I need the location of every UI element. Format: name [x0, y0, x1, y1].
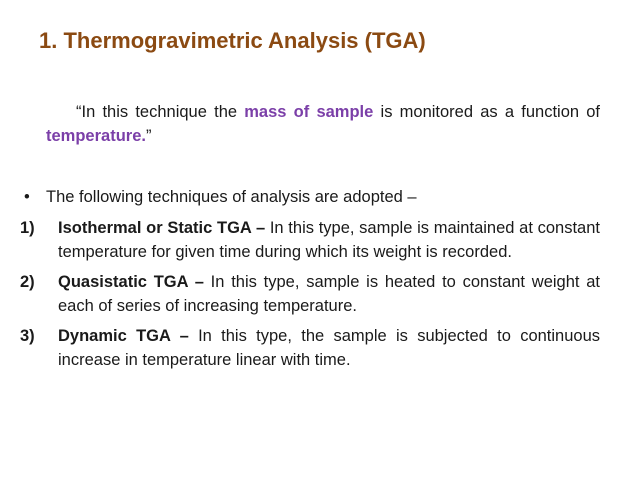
item-body	[58, 324, 600, 372]
quote-highlight-mass: mass of sample	[244, 103, 374, 121]
item-term: Quasistatic TGA –	[58, 273, 204, 291]
item-term: Dynamic TGA –	[58, 327, 189, 345]
quote-middle-text: is monitored as a function of	[373, 103, 601, 121]
definition-quote	[46, 100, 600, 148]
item-number: 1)	[20, 219, 35, 237]
item-text: In this type, the sample is subjected to continuous increase in temperature linear with time.	[58, 327, 601, 369]
quote-highlight-temperature: temperature.	[46, 127, 146, 145]
item-body	[58, 216, 600, 264]
item-body	[58, 270, 600, 318]
slide-title: 1. Thermogravimetric Analysis (TGA)	[39, 28, 426, 53]
quote-open-text: “In this technique the	[76, 103, 245, 121]
item-number: 2)	[20, 273, 35, 291]
technique-item	[20, 270, 600, 318]
bullet-intro	[24, 185, 604, 209]
technique-item	[20, 324, 600, 372]
item-text: In this type, sample is maintained at constant temperature for given time during which its weight is recorded.	[58, 219, 600, 261]
item-number: 3)	[20, 327, 35, 345]
technique-item	[20, 216, 600, 264]
item-text: In this type, sample is heated to constant weight at each of series of increasing temperature.	[58, 273, 601, 315]
quote-close-text: ”	[145, 127, 152, 145]
bullet-icon: •	[24, 188, 30, 206]
technique-list	[20, 216, 600, 378]
bullet-text: The following techniques of analysis are adopted –	[46, 188, 417, 206]
item-term: Isothermal or Static TGA –	[58, 219, 266, 237]
